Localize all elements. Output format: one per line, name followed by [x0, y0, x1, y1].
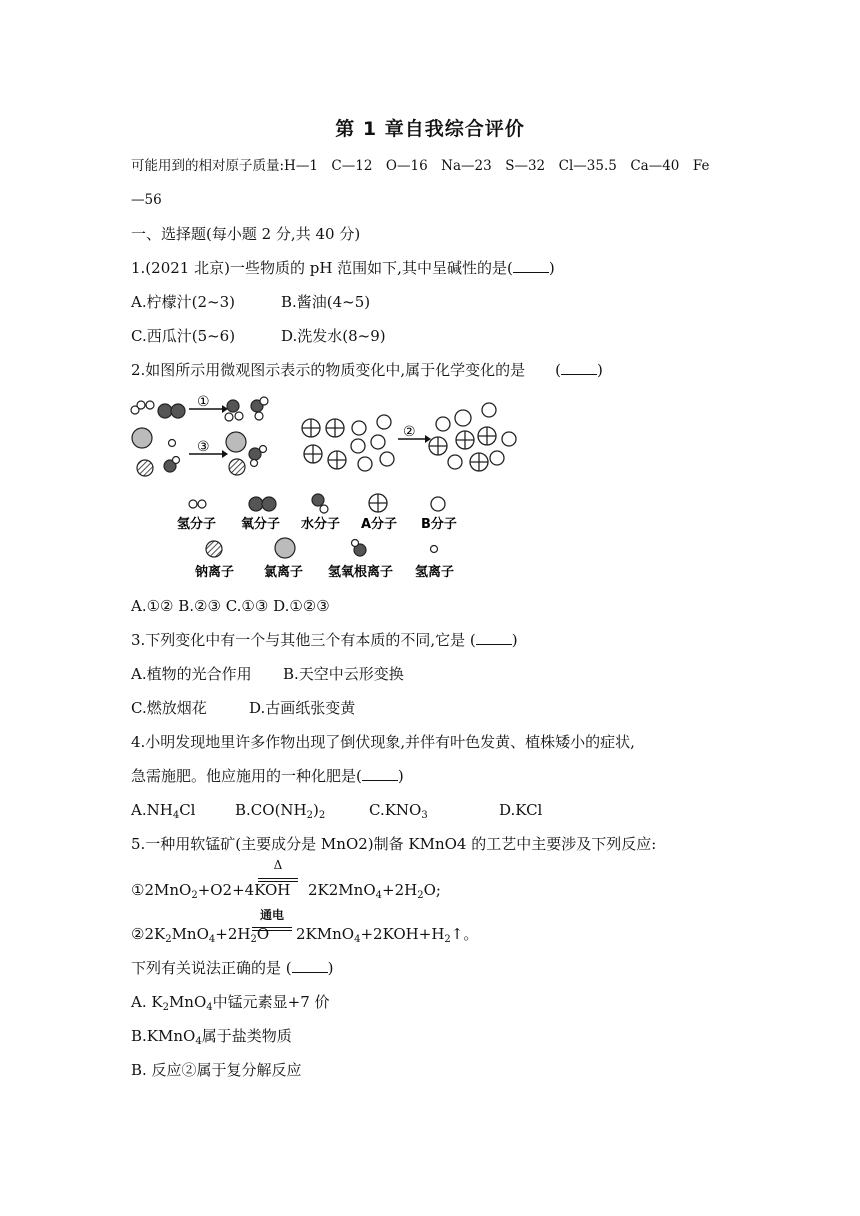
question-3-text: 3.下列变化中有一个与其他三个有本质的不同,它是 ( [131, 631, 476, 649]
arrow-label-3: ③ [197, 439, 210, 455]
reaction-1-products: $2K2MnO_4+2H_2O$; [308, 881, 441, 901]
legend-sodium-ion: 钠离子 [195, 565, 235, 580]
arrow-label-2: ② [403, 424, 416, 440]
process-2-products [429, 403, 516, 471]
question-2-stem [131, 360, 603, 380]
question-5-text-end: ) [327, 959, 334, 977]
atomic-mass-line-cont: —56 [131, 192, 162, 208]
question-2-text: 2.如图所示用微观图示表示的物质变化中,属于化学变化的是 ( [131, 361, 561, 379]
option-d[interactable]: D.洗发水(8~9) [281, 327, 386, 345]
question-5-stem: 5.一种用软锰矿(主要成分是 MnO2)制备 KMnO4 的工艺中主要涉及下列反应: [131, 835, 657, 853]
legend-oxygen-molecule: 氧分子 [241, 517, 281, 532]
question-5-ask [131, 958, 333, 978]
option-a[interactable]: $A.NH_4Cl$ [131, 801, 196, 821]
option-c[interactable]: C.燃放烟花 [131, 699, 207, 717]
electrolysis-condition: 通电 [252, 906, 292, 931]
question-1-text-end: ) [548, 259, 555, 277]
question-3-options-row1 [131, 664, 404, 684]
legend-b-molecule: B分子 [421, 517, 457, 532]
option-a[interactable]: A. $K_2MnO_4$中锰元素显+7 价 [131, 993, 330, 1013]
reaction-2: $②2K_2MnO_4+2H_2O$ [131, 925, 270, 945]
process-3 [132, 428, 267, 476]
question-2-text-end: ) [596, 361, 603, 379]
option-c[interactable]: B. 反应②属于复分解反应 [131, 1061, 302, 1079]
particle-diagram [125, 392, 545, 588]
question-1-options-row1 [131, 292, 370, 312]
process-1 [131, 394, 268, 421]
legend [177, 494, 457, 580]
option-b[interactable]: B.KMnO$_4$属于盐类物质 [131, 1027, 292, 1047]
question-1-text: 1.(2021 北京)一些物质的 pH 范围如下,其中呈碱性的是( [131, 259, 513, 277]
answer-blank[interactable] [513, 258, 549, 273]
option-a[interactable]: A.柠檬汁(2~3) [131, 293, 235, 311]
question-4-stem-line2 [131, 766, 404, 786]
question-2-options[interactable]: A.①② B.②③ C.①③ D.①②③ [131, 597, 330, 615]
question-5-text: 下列有关说法正确的是 ( [131, 959, 292, 977]
option-b[interactable]: B.天空中云形变换 [283, 665, 404, 683]
reaction-1: ①2MnO$_2$+O2+4KOH [131, 881, 291, 901]
legend-hydrogen-ion: 氢离子 [415, 565, 455, 580]
legend-a-molecule: A分子 [361, 517, 398, 532]
answer-blank[interactable] [476, 630, 512, 645]
heat-condition: Δ [258, 858, 298, 882]
question-4-options [131, 800, 542, 826]
option-b[interactable]: B.酱油(4~5) [281, 293, 371, 311]
option-d[interactable]: D.古画纸张变黄 [249, 699, 356, 717]
answer-blank[interactable] [292, 958, 328, 973]
question-4-stem-line1: 4.小明发现地里许多作物出现了倒伏现象,并伴有叶色发黄、植株矮小的症状, [131, 733, 635, 751]
option-c[interactable]: C.西瓜汁(5~6) [131, 327, 236, 345]
answer-blank[interactable] [362, 766, 398, 781]
atomic-mass-line: 可能用到的相对原子质量:H—1 C—12 O—16 Na—23 S—32 Cl—35.5 Ca—40 Fe [131, 158, 710, 174]
legend-chloride-ion: 氯离子 [264, 565, 304, 580]
section-heading: 一、选择题(每小题 2 分,共 40 分) [131, 225, 361, 243]
question-1-stem [131, 258, 555, 278]
question-4-text-end: ) [397, 767, 404, 785]
answer-blank[interactable] [561, 360, 597, 375]
reaction-2-products: $2KMnO_4+2KOH+H_2↑$。 [296, 925, 479, 945]
legend-water-molecule: 水分子 [301, 517, 341, 532]
option-b[interactable]: $B.CO(NH_2)_2$ [235, 801, 326, 821]
legend-hydrogen-molecule: 氢分子 [177, 517, 217, 532]
option-a[interactable]: A.植物的光合作用 [131, 665, 252, 683]
arrow-label-1: ① [197, 394, 210, 410]
page-title: 第 1 章自我综合评价 [335, 118, 525, 140]
question-4-text: 急需施肥。他应施用的一种化肥是( [131, 767, 362, 785]
question-1-options-row2 [131, 326, 386, 346]
option-d[interactable]: D.KCl [499, 801, 543, 819]
legend-hydroxide-ion: 氢氧根离子 [328, 565, 394, 580]
option-c[interactable]: $C.KNO_3$ [369, 801, 428, 821]
question-3-stem [131, 630, 518, 650]
process-2 [302, 415, 394, 471]
question-3-options-row2 [131, 698, 355, 718]
question-3-text-end: ) [511, 631, 518, 649]
